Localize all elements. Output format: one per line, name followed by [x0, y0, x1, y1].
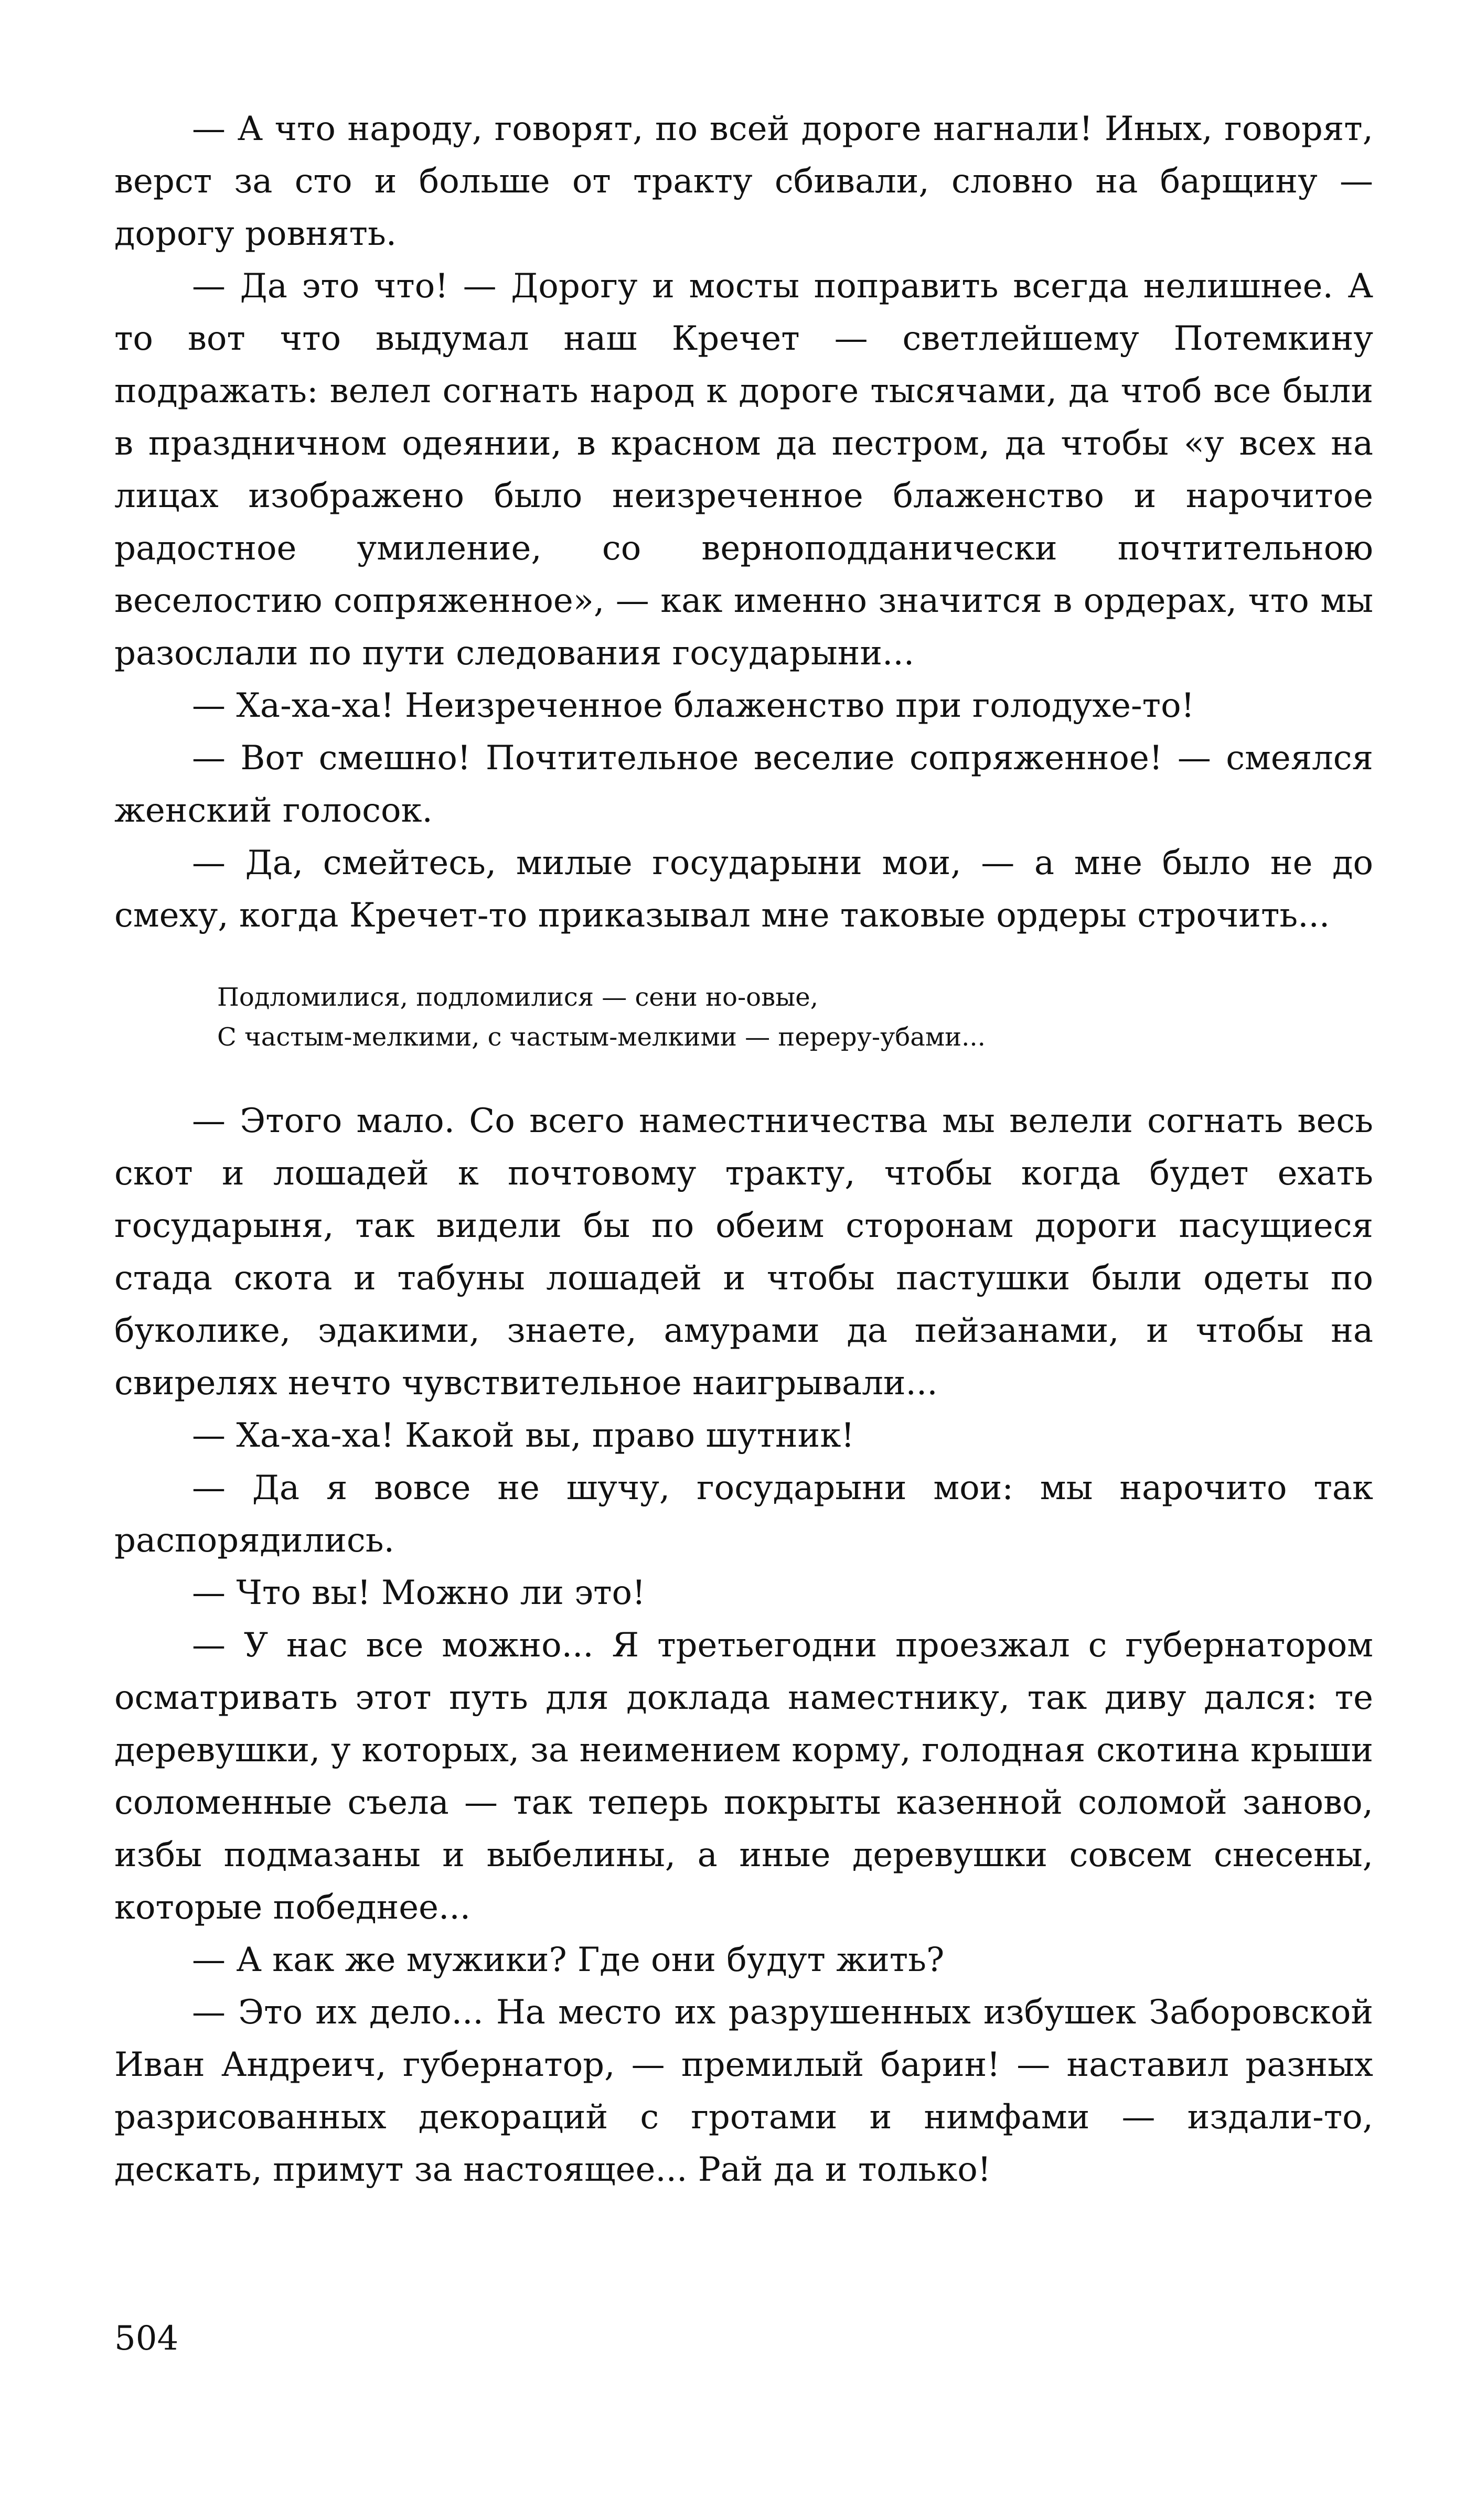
dialogue-paragraph: — Это их дело... На место их разрушенных избушек Заборовской Иван Андреич, губернатор, — премилый барин! — наставил разных разрисованных декораций с гротами и нимфами — издали-то, дескать, примут за настоящее... Рай да и только!	[114, 1993, 1373, 2189]
dialogue-paragraph: — У нас все можно... Я третьегодни проезжал с губернатором осматривать этот путь для доклада наместнику, так диву дался: те деревушки, у которых, за неимением корму, голодная скотина крыши соломенные съела — так теперь покрыты казенной соломой заново, избы подмазаны и выбелины, а иные деревушки совсем снесены, которые победнее...	[114, 1626, 1373, 1927]
book-page-body	[114, 103, 1373, 2196]
song-verse	[217, 977, 1373, 1057]
dialogue-paragraph: — Вот смешно! Почтительное веселие сопряженное! — смеялся женский голосок.	[114, 739, 1373, 830]
page-number: 504	[114, 2319, 179, 2358]
verse-line: Подломилися, подломилися — сени но-овые,	[217, 983, 818, 1012]
dialogue-paragraph: — Этого мало. Со всего наместничества мы велели согнать весь скот и лошадей к почтовому тракту, чтобы когда будет ехать государыня, так видели бы по обеим сторонам дороги пасущиеся стада скота и табуны лошадей и чтобы пастушки были одеты по буколике, эдакими, знаете, амурами да пейзанами, и чтобы на свирелях нечто чувствительное наигрывали...	[114, 1102, 1373, 1403]
dialogue-paragraph: — А как же мужики? Где они будут жить?	[192, 1941, 945, 1979]
dialogue-paragraph: — Да это что! — Дорогу и мосты поправить всегда нелишнее. А то вот что выдумал наш Кречет — светлейшему Потемкину подражать: велел согнать народ к дороге тысячами, да чтоб все были в праздничном одеянии, в красном да пестром, да чтобы «у всех на лицах изображено было неизреченное блаженство и нарочитое радостное умиление, со верноподданически почтительною веселостию сопряженное», — как именно значится в ордерах, что мы разослали по пути следования государыни...	[114, 267, 1373, 673]
dialogue-paragraph: — Что вы! Можно ли это!	[192, 1574, 646, 1612]
dialogue-paragraph: — Ха-ха-ха! Какой вы, право шутник!	[192, 1416, 855, 1455]
verse-line: С частым-мелкими, с частым-мелкими — переру-убами...	[217, 1022, 986, 1052]
dialogue-paragraph: — А что народу, говорят, по всей дороге нагнали! Иных, говорят, верст за сто и больше от тракту сбивали, словно на барщину — дорогу ровнять.	[114, 110, 1373, 253]
dialogue-paragraph: — Да я вовсе не шучу, государыни мои: мы нарочито так распорядились.	[114, 1469, 1373, 1560]
dialogue-paragraph: — Да, смейтесь, милые государыни мои, — а мне было не до смеху, когда Кречет-то приказывал мне таковые ордеры строчить...	[114, 844, 1373, 935]
dialogue-paragraph: — Ха-ха-ха! Неизреченное блаженство при голодухе-то!	[192, 686, 1195, 725]
